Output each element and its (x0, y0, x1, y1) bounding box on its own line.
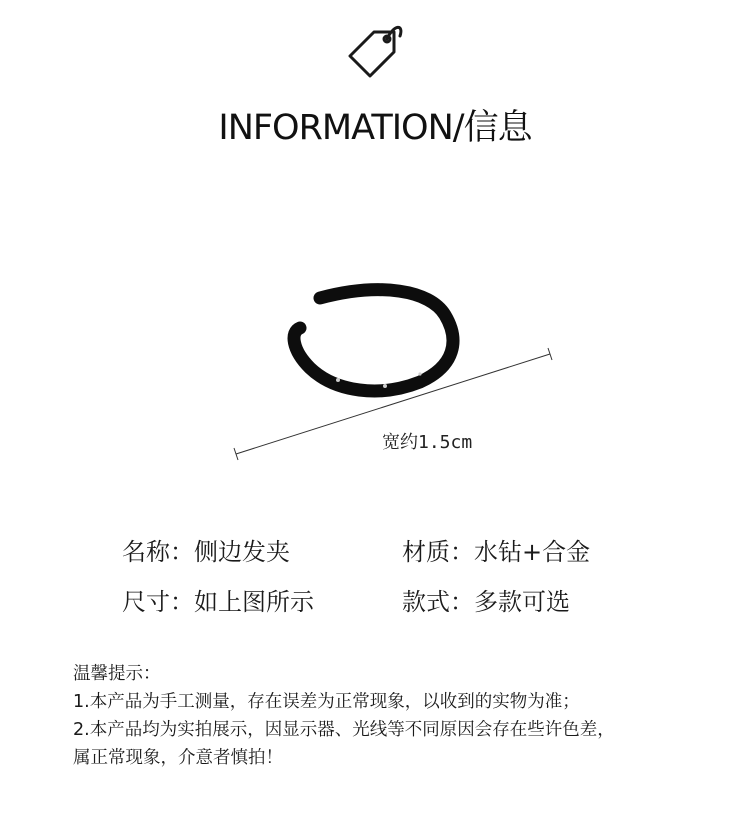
spec-name: 名称：侧边发夹 (122, 538, 290, 566)
price-tag-icon (344, 20, 408, 80)
headband (294, 290, 453, 391)
page-title: INFORMATION/信息 (218, 108, 532, 148)
notes-heading: 温馨提示： (73, 664, 161, 684)
notes-line-1: 1.本产品为手工测量，存在误差为正常现象，以收到的实物为准； (73, 692, 580, 712)
spec-style: 款式：多款可选 (402, 588, 570, 616)
notes-section (73, 660, 743, 772)
width-measure-label: 宽约1.5cm (382, 432, 473, 453)
notes-line-3: 属正常现象，介意者慎拍！ (73, 748, 283, 768)
spec-material: 材质：水钻+合金 (402, 538, 591, 566)
notes-line-2: 2.本产品均为实拍展示，因显示器、光线等不同原因会存在些许色差， (73, 720, 615, 740)
spec-size: 尺寸：如上图所示 (122, 588, 314, 616)
